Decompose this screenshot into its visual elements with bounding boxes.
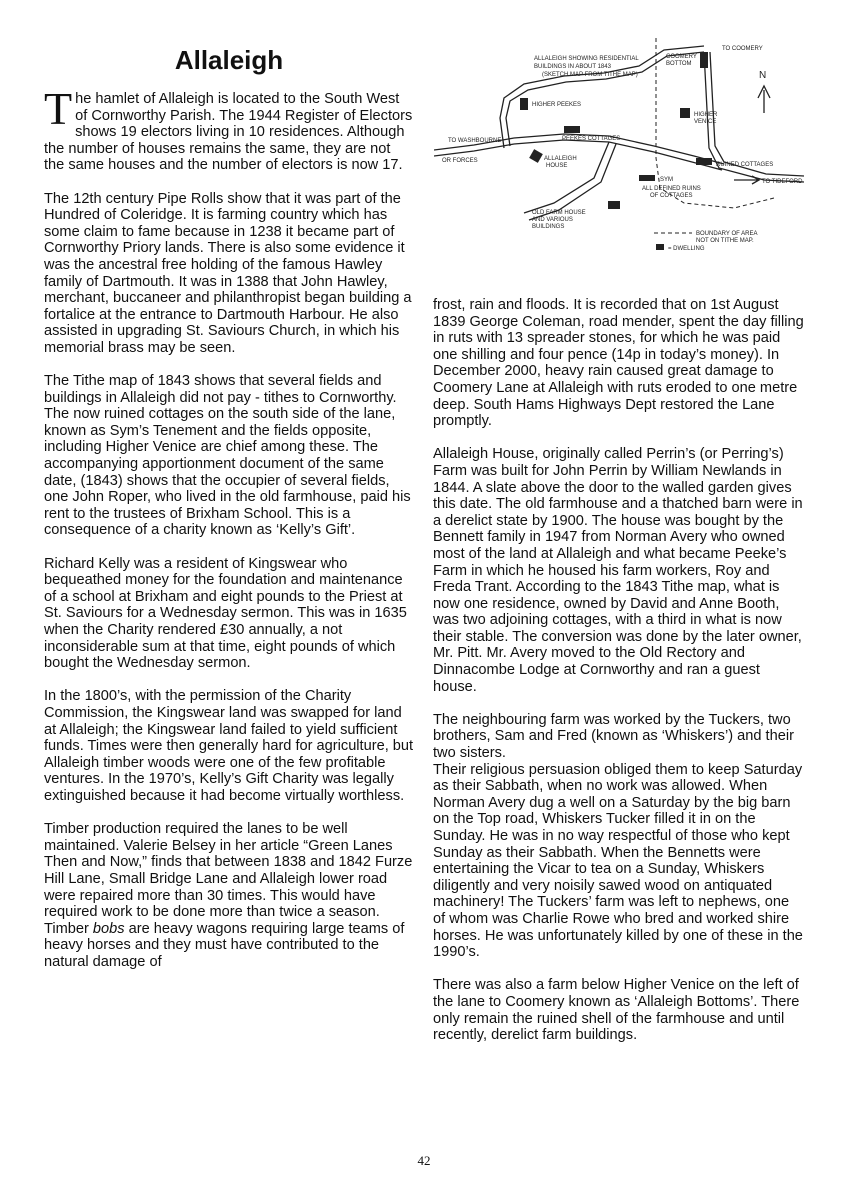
timber-bobs: bobs	[92, 920, 125, 937]
label-peekes-cottages: PEEKES COTTAGES	[562, 136, 621, 142]
intro-text: he hamlet of Allaleigh is located to the South West of Cornworthy Parish. The 1944 Register of Electors shows 19 electors living in 10 residences. Although the number of houses remains the same, they are not the same houses and the number of electors is now 17.	[44, 91, 413, 174]
page-number: 42	[417, 1153, 431, 1168]
intro-paragraph	[44, 83, 414, 174]
paragraph-charity-commission: In the 1800’s, with the permission of the Charity Commission, the Kingswear land was swapped for land at Allaleigh; the Kingswear land failed to yield sufficient funds. Times were then generally hard for agriculture, but Allaleigh timber woods were one of the few profitable ventures. In the 1970’s, Kelly’s Gift Charity was legally extinguished because it had become virtually worthless.	[44, 688, 414, 804]
dwelling-ruined-cottages	[696, 158, 712, 165]
label-or-forces: OR FORCES	[442, 158, 478, 164]
map-caption-3: (SKETCH MAP FROM TITHE MAP)	[542, 72, 638, 78]
dwelling-sym	[639, 175, 655, 181]
timber-text-start: Timber production required the lanes to be well maintained. Valerie Belsey in her article “Green Lanes Then and Now,” finds that between 1838 and 1842 Furze Hill Lane, Small Bridge Lane and Allaleigh lower road were repaired more than 30 times. This would have required work to be done more than twice a season. Timber	[44, 821, 413, 937]
map-caption-1: ALLALEIGH SHOWING RESIDENTIAL	[534, 56, 639, 62]
paragraph-richard-kelly: Richard Kelly was a resident of Kingswear who bequeathed money for the foundation and maintenance of a school at Brixham and eight pounds to the Priest at St. Saviours for a Wednesday sermon. This was in 1635 when the Charity rendered £30 annually, a not inconsiderable sum at that time, eight pounds of which bought the Wednesday sermon.	[44, 555, 407, 672]
paragraph-tuckers: The neighbouring farm was worked by the Tuckers, two brothers, Sam and Fred (known as ‘Whiskers’) and their two sisters. Their religious persuasion obliged them to keep Saturday as their Sabbath, when no work was allowed. When Norman Avery dug a well on a Saturday by the big barn on the Top road, Whiskers Tucker filled it in on the Sunday. He was in no way respectful of those who kept Sunday as their Sabbath. When the Bennetts were entertaining the Vicar to tea on a Sunday, Whiskers diligently and very noisily sawed wood on antiquated machinery! The Tuckers’ farm was left to nephews, one of whom was Charlie Rowe who bred and worked shire horses. He was unfortunately killed by one of these in the 1990’s.	[433, 711, 803, 961]
right-column	[433, 297, 805, 1060]
label-venice: VENICE	[694, 119, 717, 125]
left-column	[44, 83, 414, 987]
legend-boundary-text-1: BOUNDARY OF AREA	[696, 231, 758, 237]
dwelling-peekes-cottages	[564, 126, 580, 133]
label-old-farm-house: OLD FARM HOUSE	[532, 210, 586, 216]
arrow-tideford	[734, 176, 759, 184]
label-allaleigh: ALLALEIGH	[544, 156, 577, 162]
label-of-cottages: OF COTTAGES	[650, 193, 693, 199]
dwelling-coomery-bottom	[700, 52, 708, 68]
label-house: HOUSE	[546, 163, 568, 169]
label-north: N	[759, 70, 767, 81]
paragraph-allaleigh-house: Allaleigh House, originally called Perrin’s (or Perring’s) Farm was built for John Perrin by William Newlands in 1844. A slate above the door to the walled garden gives this date. The old farmhouse and a thatched barn were in a derelict state by 1900. The house was bought by the Bennett family in 1947 from Norman Avery who owned most of the land at Allaleigh and what became Peeke’s Farm in which he housed his farm workers, Roy and Freda Trant. According to the 1843 Tithe map, what is now one residence, owned by David and Anne Booth, was two adjoining cottages, with a third in what is now their stable. The conversion was done by the later owner, Mr. Pitt. Mr. Avery moved to the Old Rectory and Dinnacombe Lodge at Cornworthy and ran a guest house.	[433, 446, 803, 695]
label-defined-ruins: ALL DEFINED RUINS	[642, 186, 701, 192]
drop-cap: T	[44, 83, 73, 134]
dwelling-old-farm	[608, 201, 620, 209]
label-to-coomery: TO COOMERY	[722, 46, 763, 52]
legend-dwelling-symbol	[656, 244, 664, 250]
sketch-map	[434, 38, 804, 260]
label-to-tideford: TO TIDEFORD	[762, 179, 803, 185]
paragraph-timber	[44, 821, 414, 970]
paragraph-pipe-rolls: The 12th century Pipe Rolls show that it was part of the Hundred of Coleridge. It is farming country which has some claim to fame because in 1238 it became part of Cornworthy Priory lands. There is also some evidence it was the ancestral free holding of the famous Hawley family of Dartmouth. It was in 1388 that John Hawley, merchant, buccaneer and philanthropist began building a fortalice at the entrance to Dartmouth Harbour. He also assisted in upgrading St. Saviours Church, in which his memorial brass may be seen.	[44, 190, 412, 356]
page-title: Allaleigh	[174, 45, 284, 75]
paragraph-frost-rain: frost, rain and floods. It is recorded that on 1st August 1839 George Coleman, road mender, spent the day filling in ruts with 13 spreader stones, for which he was paid one shilling and four pence (14p in today’s money). In December 2000, heavy rain caused great damage to Coomery Lane at Allaleigh with ruts eroded to one metre deep. South Hams Highways Dept restored the Lane promptly.	[433, 297, 804, 430]
label-higher: HIGHER	[694, 112, 718, 118]
label-ruined-cottages: RUINED COTTAGES	[716, 162, 774, 168]
lane-east-edge	[710, 52, 804, 176]
label-buildings: BUILDINGS	[532, 224, 565, 230]
legend-boundary-text-2: NOT ON TITHE MAP.	[696, 238, 754, 244]
label-coomery: COOMERY	[666, 54, 697, 60]
dwelling-allaleigh-house	[529, 149, 543, 163]
north-arrow	[758, 86, 770, 113]
label-to-washbourne: TO WASHBOURNE	[448, 138, 502, 144]
map-caption-2: BUILDINGS IN ABOUT 1843	[534, 64, 611, 70]
legend-dwelling-text: = DWELLING	[668, 246, 705, 252]
paragraph-allaleigh-bottoms: There was also a farm below Higher Venice on the left of the lane to Coomery known as ‘Allaleigh Bottoms’. There only remain the ruined shell of the farmhouse and until recently, derelict farm buildings.	[433, 977, 800, 1044]
dwelling-higher-peekes	[520, 98, 528, 110]
timber-text-end: are heavy wagons requiring large teams of heavy horses and they must have contributed to the natural damage of	[44, 920, 405, 970]
label-higher-peekes: HIGHER PEEKES	[532, 102, 582, 108]
label-and-various: AND VARIOUS	[532, 217, 573, 223]
paragraph-tithe-map: The Tithe map of 1843 shows that several fields and buildings in Allaleigh did not pay - tithes to Cornworthy. The now ruined cottages on the south side of the lane, known as Sym’s Tenement and the fields opposite, including Higher Venice are chief among these. The accompanying apportionment document of the same date, (1843) shows that the occupier of several fields, one John Roper, who lived in the old farmhouse, paid his rent to the trustees of Brixham School. This is a consequence of a charity known as ‘Kelly’s Gift’.	[44, 373, 411, 539]
dwelling-higher-venice	[680, 108, 690, 118]
label-bottom: BOTTOM	[666, 61, 692, 67]
label-sym: SYM	[660, 177, 674, 183]
